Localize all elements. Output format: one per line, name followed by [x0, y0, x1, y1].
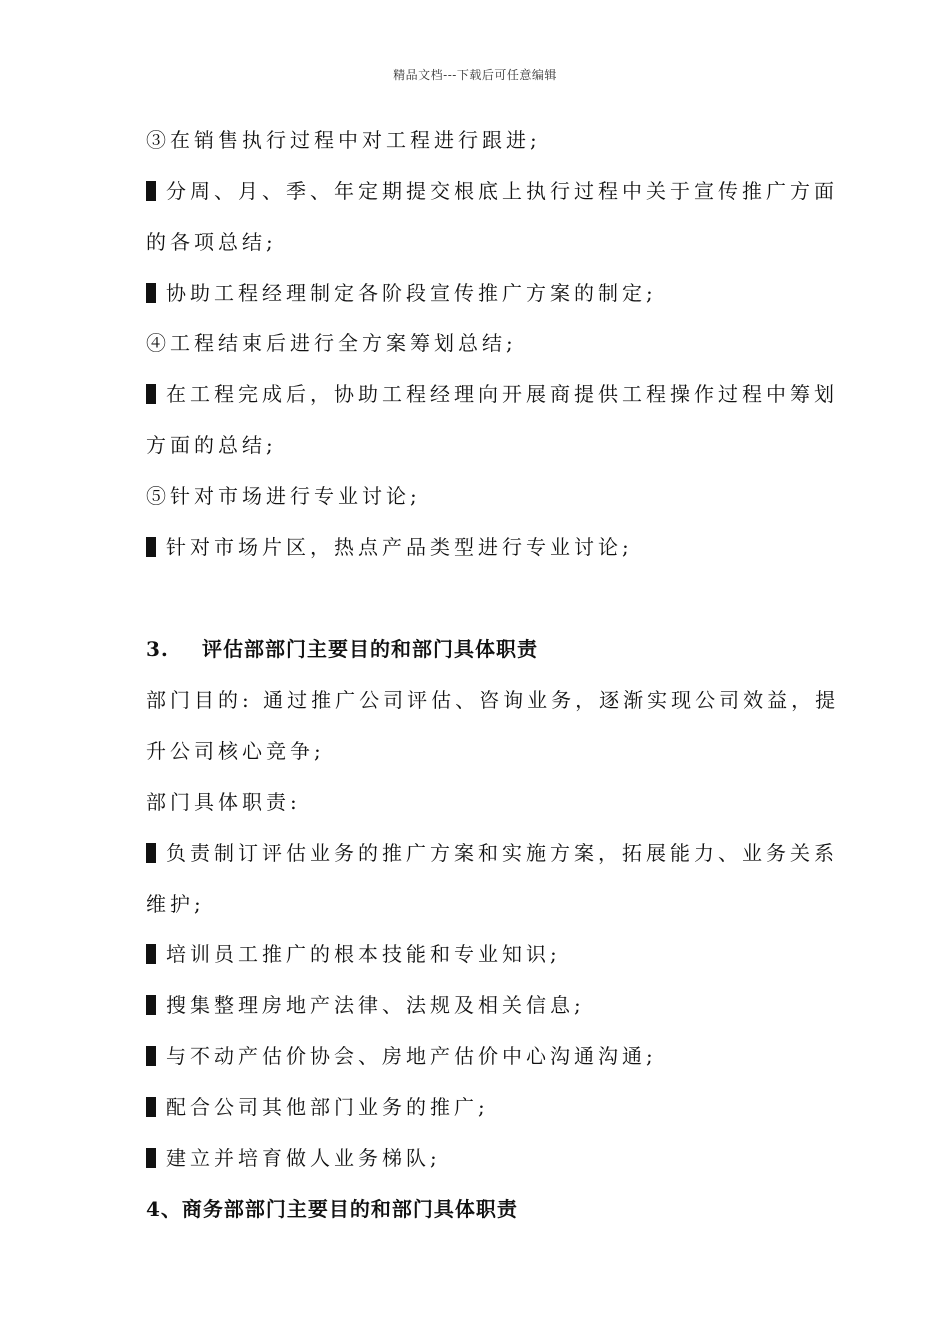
list-item-text: 在工程完成后，协助工程经理向开展商提供工程操作过程中筹划 — [166, 382, 838, 406]
text-line: 维护; — [146, 892, 205, 916]
list-item — [146, 1145, 826, 1171]
bullet-icon — [146, 1148, 156, 1168]
bullet-icon — [146, 1046, 156, 1066]
list-item-text: 分周、月、季、年定期提交根底上执行过程中关于宣传推广方面 — [166, 179, 838, 203]
list-item — [146, 534, 826, 560]
page-header: 精品文档---下载后可任意编辑 — [393, 68, 557, 82]
bullet-icon — [146, 995, 156, 1015]
bullet-icon — [146, 1097, 156, 1117]
list-item — [146, 992, 826, 1018]
bullet-icon — [146, 384, 156, 404]
list-item — [146, 941, 826, 967]
bullet-icon — [146, 181, 156, 201]
bullet-icon — [146, 944, 156, 964]
text-line: 部门具体职责: — [146, 790, 301, 814]
text-line: ③在销售执行过程中对工程进行跟进; — [146, 128, 541, 152]
text-line: ④工程结束后进行全方案筹划总结; — [146, 331, 517, 355]
text-line: 升公司核心竞争; — [146, 739, 325, 763]
text-line: 方面的总结; — [146, 433, 277, 457]
list-item-text: 协助工程经理制定各阶段宣传推广方案的制定; — [166, 281, 657, 305]
list-item — [146, 1043, 826, 1069]
text-line: 部门目的: 通过推广公司评估、咨询业务，逐渐实现公司效益，提 — [146, 688, 840, 712]
list-item-text: 建立并培育做人业务梯队; — [166, 1146, 441, 1170]
list-item — [146, 840, 838, 866]
bullet-icon — [146, 283, 156, 303]
section-number: 3. — [146, 637, 169, 661]
bullet-icon — [146, 537, 156, 557]
list-item-text: 负责制订评估业务的推广方案和实施方案，拓展能力、业务关系 — [166, 841, 838, 865]
text-line: 的各项总结; — [146, 230, 277, 254]
section-title: 评估部部门主要目的和部门具体职责 — [202, 637, 538, 661]
section-heading-4: 4、商务部部门主要目的和部门具体职责 — [146, 1197, 518, 1221]
list-item — [146, 1094, 826, 1120]
list-item — [146, 280, 826, 306]
list-item-text: 培训员工推广的根本技能和专业知识; — [166, 942, 561, 966]
list-item-text: 配合公司其他部门业务的推广; — [166, 1095, 489, 1119]
section-heading-3 — [146, 636, 826, 662]
list-item — [146, 381, 838, 407]
list-item — [146, 178, 838, 204]
bullet-icon — [146, 843, 156, 863]
list-item-text: 搜集整理房地产法律、法规及相关信息; — [166, 993, 585, 1017]
text-line: ⑤针对市场进行专业讨论; — [146, 484, 421, 508]
list-item-text: 针对市场片区，热点产品类型进行专业讨论; — [166, 535, 633, 559]
list-item-text: 与不动产估价协会、房地产估价中心沟通沟通; — [166, 1044, 657, 1068]
